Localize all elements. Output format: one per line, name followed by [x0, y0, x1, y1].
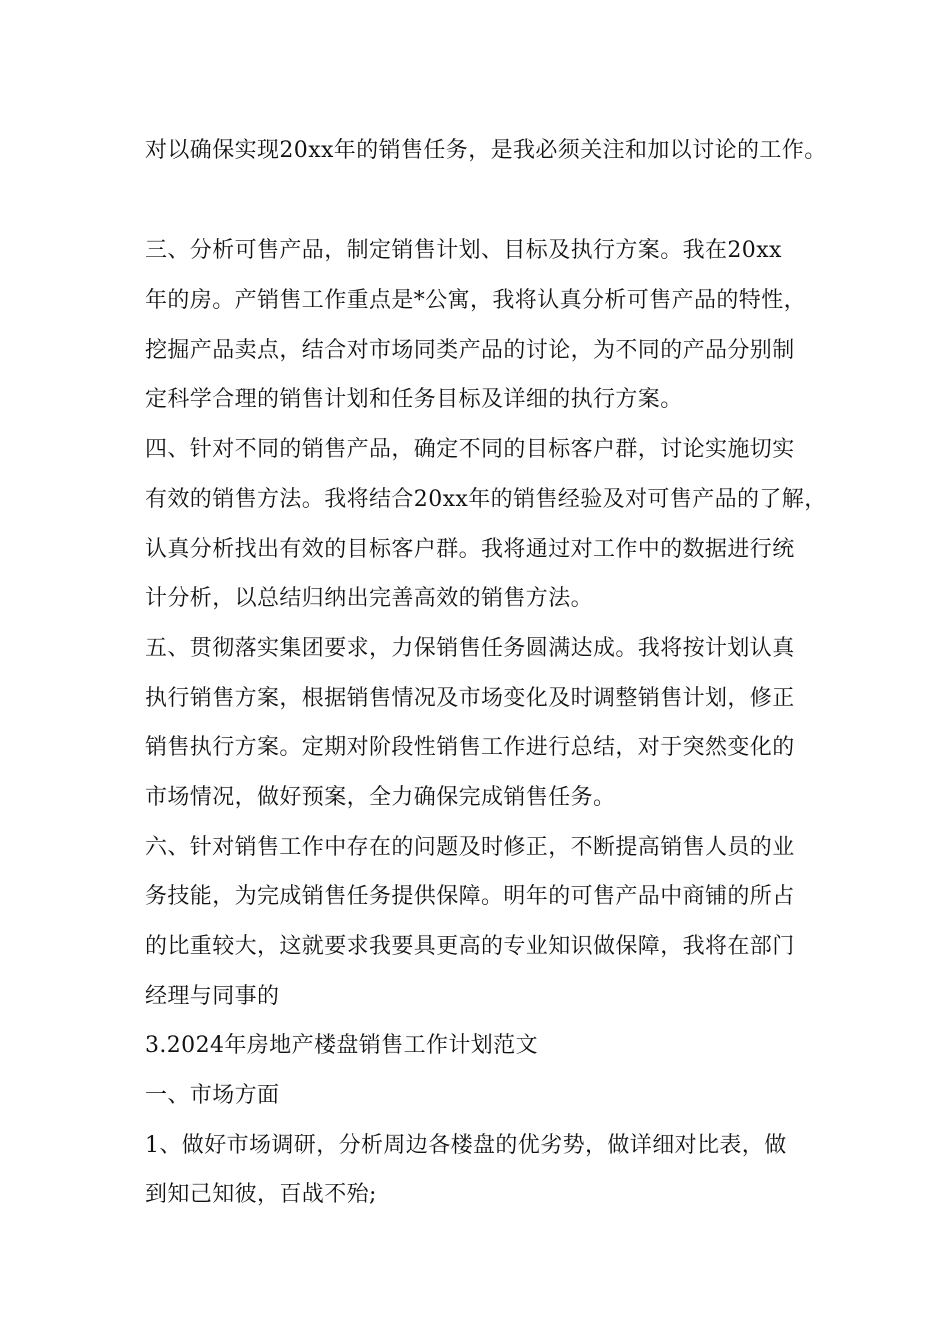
- text-line: 认真分析找出有效的目标客户群。我将通过对工作中的数据进行统: [145, 537, 795, 562]
- text-line: 的比重较大，这就要求我要具更高的专业知识做保障，我将在部门: [145, 934, 795, 959]
- text-line: 对以确保实现20xx年的销售任务，是我必须关注和加以讨论的工作。: [145, 138, 827, 163]
- text-line: 经理与同事的: [145, 984, 280, 1009]
- text-line: 市场情况，做好预案，全力确保完成销售任务。: [145, 785, 616, 810]
- text-line: 五、贯彻落实集团要求，力保销售任务圆满达成。我将按计划认真: [145, 636, 795, 661]
- text-line: 有效的销售方法。我将结合20xx年的销售经验及对可售产品的了解，: [145, 487, 827, 512]
- text-line: 销售执行方案。定期对阶段性销售工作进行总结，对于突然变化的: [145, 735, 795, 760]
- text-line: 年的房。产销售工作重点是*公寓，我将认真分析可售产品的特性，: [145, 288, 807, 313]
- text-line: 计分析，以总结归纳出完善高效的销售方法。: [145, 586, 594, 611]
- text-line: 执行销售方案，根据销售情况及市场变化及时调整销售计划，修正: [145, 686, 795, 711]
- text-line: 务技能，为完成销售任务提供保障。明年的可售产品中商铺的所占: [145, 884, 795, 909]
- text-line: 三、分析可售产品，制定销售计划、目标及执行方案。我在20xx: [145, 238, 782, 263]
- section-heading: 3.2024年房地产楼盘销售工作计划范文: [145, 1033, 538, 1058]
- text-line: 到知己知彼，百战不殆;: [145, 1182, 377, 1207]
- text-line: 六、针对销售工作中存在的问题及时修正，不断提高销售人员的业: [145, 835, 795, 860]
- text-line: 1、做好市场调研，分析周边各楼盘的优劣势，做详细对比表，做: [145, 1133, 787, 1158]
- text-line: 四、针对不同的销售产品，确定不同的目标客户群，讨论实施切实: [145, 437, 795, 462]
- subsection-heading: 一、市场方面: [145, 1083, 280, 1108]
- text-line: 挖掘产品卖点，结合对市场同类产品的讨论，为不同的产品分别制: [145, 338, 795, 363]
- text-line: 定科学合理的销售计划和任务目标及详细的执行方案。: [145, 387, 683, 412]
